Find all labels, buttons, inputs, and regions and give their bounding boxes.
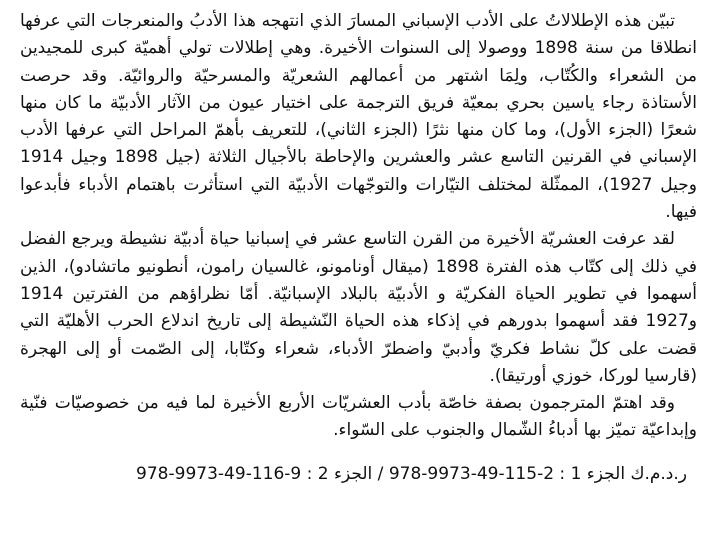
paragraph-nineteenth-century: لقد عرفت العشريّة الأخيرة من القرن التاسع عشر في إسبانيا حياة أدبيّة نشيطة ويرجع الفضل في ذلك إلى كتّاب هذه الفترة 1898 (ميقال أونامونو، غالسيان رامون، أنطونيو ماتشادو)، الذين أسهموا في تطوير الحياة الفكريّة و الأدبيّة بالبلاد الإسبانيّة. أمّا نظراؤهم من الفترتين 1914 و1927 فقد أسهموا بدورهم في إذكاء هذه الحياة النّشيطة إلى تاريخ اندلاع الحرب الأهليّة التي قضت على كلّ نشاط فكريّ وأدبيّ واضطرّ الأدباء، شعراء وكتّابا، إلى الصّمت أو إلى الهجرة (قارسيا لوركا، خوزي أورتيقا). xyxy=(20,229,697,386)
isbn-line: ر.د.م.ك الجزء 1 : 2-115-49-9973-978 / الجزء 2 : 9-116-49-9973-978 xyxy=(136,463,687,484)
paragraph-intro: تبيّن هذه الإطلالاتُ على الأدب الإسباني المسارَ الذي انتهجه هذا الأدبُ والمنعرجات التي عرفها انطلاقا من سنة 1898 ووصولا إلى السنوات الأخيرة. وهي إطلالات تولي أهميّة كبرى للمجيدين من الشعراء والكُتّاب، ولِمَا اشتهر من أعمالهم الشعريّة والمسرحيّة والروائيّة. وقد حرصت الأستاذة رجاء ياسين بحري بمعيّة فريق الترجمة على اختيار عيون من الآثار الأدبيّة ما كان منها شعرًا (الجزء الأول)، وما كان منها نثرًا (الجزء الثاني)، للتعريف بأهمّ المراحل التي عرفها الأدب الإسباني في القرنين التاسع عشر والعشرين والإحاطة بالأجيال الثلاثة (جيل 1898 وجيل 1914 وجيل 1927)، الممثّلة لمختلف التيّارات والتوجّهات الأدبيّة التي استأثرت باهتمام الأدباء فأبدعوا فيها. xyxy=(20,11,697,223)
paragraph-translators: وقد اهتمّ المترجمون بصفة خاصّة بأدب العشريّات الأربع الأخيرة لما فيه من خصوصيّات فنّية وإبداعيّة تميّز بها أدباءُ الشّمال والجنوب على السّواء. xyxy=(20,393,697,441)
